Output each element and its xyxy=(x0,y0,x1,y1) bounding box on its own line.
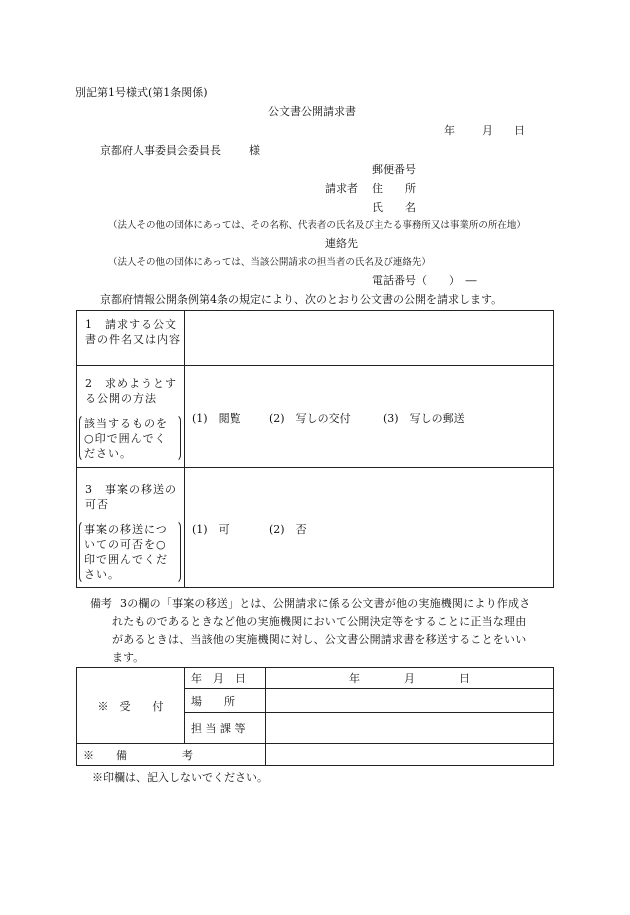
dept-label: 担 当 課 等 xyxy=(191,722,246,735)
form-title: 公文書公開請求書 xyxy=(268,105,356,118)
option-view[interactable]: (1) 閲覧 xyxy=(192,412,241,425)
row2-note: 該当するものを○印で囲んでください。 xyxy=(84,417,168,460)
receipt-label: ※ 受 付 xyxy=(97,699,164,713)
intro-text: 京都府情報公開条例第4条の規定により、次のとおり公文書の公開を請求します。 xyxy=(100,293,503,306)
option-allow[interactable]: (1) 可 xyxy=(192,523,230,536)
request-table xyxy=(76,310,554,588)
remarks-line-2: れたものであるときなど他の実施機関において公開決定等をすることに正当な理由 xyxy=(112,615,527,628)
subject-input-cell[interactable] xyxy=(185,311,554,366)
date-day-label: 日 xyxy=(514,124,525,137)
row2-label: 2 求めようとする公開の方法 xyxy=(85,377,177,405)
row1-label-cell xyxy=(77,311,185,366)
addressee: 京都府人事委員会委員長 xyxy=(100,144,221,157)
office-use-table xyxy=(76,667,554,766)
date-year-label: 年 xyxy=(444,124,455,137)
option-copy-delivery[interactable]: (2) 写しの交付 xyxy=(269,412,351,425)
remarks-label: 備考 xyxy=(90,597,112,610)
receipt-date-cell xyxy=(266,668,554,689)
phone-label: 電話番号（ ） ― xyxy=(372,274,477,287)
remarks-line-1: 3の欄の「事案の移送」とは、公開請求に係る公文書が他の実施機関により作成さ xyxy=(120,597,531,610)
requester-label: 請求者 xyxy=(325,182,358,195)
name-label: 氏 名 xyxy=(372,201,416,214)
office-remarks-label-cell xyxy=(77,744,266,766)
receipt-date-label: 年 月 日 xyxy=(191,672,246,685)
transfer-options-cell[interactable] xyxy=(185,468,554,588)
place-label-cell xyxy=(185,689,266,713)
date-label-cell xyxy=(185,668,266,689)
receipt-date-value: 年 月 日 xyxy=(349,672,470,685)
dept-label-cell xyxy=(185,713,266,744)
postal-code-label: 郵便番号 xyxy=(372,163,416,176)
receipt-label-cell xyxy=(77,668,185,744)
corporation-note: （法人その他の団体にあっては、その名称、代表者の氏名及び主たる事務所又は事業所の所在地） xyxy=(108,220,526,231)
office-remarks-value-cell xyxy=(266,744,554,766)
row3-label: 3 事案の移送の可否 xyxy=(85,483,177,511)
remarks-line-3: があるときは、当該他の実施機関に対し、公文書公開請求書を移送することをいい xyxy=(112,633,527,646)
remarks-line-4: ます。 xyxy=(112,651,145,664)
office-remarks-label: ※ 備 考 xyxy=(83,748,193,762)
contact-label: 連絡先 xyxy=(325,237,358,250)
row3-note: 事案の移送についての可否を○印で囲んでください。 xyxy=(84,523,168,581)
place-value-cell xyxy=(266,689,554,713)
address-label: 住 所 xyxy=(372,182,416,195)
method-options-cell[interactable] xyxy=(185,366,554,468)
place-label: 場 所 xyxy=(191,694,235,708)
row2-label-cell xyxy=(77,366,185,468)
date-month-label: 月 xyxy=(482,124,493,137)
option-deny[interactable]: (2) 否 xyxy=(269,523,307,536)
contact-note: （法人その他の団体にあっては、当該公開請求の担当者の氏名及び連絡先） xyxy=(108,257,431,268)
option-copy-mail[interactable]: (3) 写しの郵送 xyxy=(383,412,465,425)
row3-label-cell xyxy=(77,468,185,588)
dept-value-cell xyxy=(266,713,554,744)
row1-label: 1 請求する公文書の件名又は内容 xyxy=(85,318,181,346)
footnote: ※印欄は、記入しないでください。 xyxy=(92,771,268,784)
honorific: 様 xyxy=(249,144,260,157)
form-number: 別記第1号様式(第1条関係) xyxy=(75,86,208,99)
